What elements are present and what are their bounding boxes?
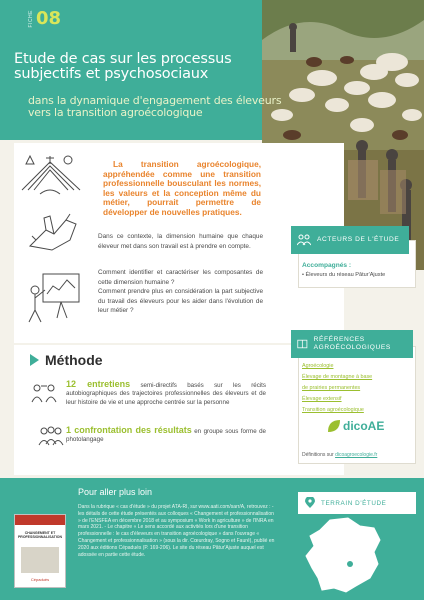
- dicoae-logo-text: dicoAE: [343, 419, 385, 433]
- terrain-tag: [298, 492, 416, 514]
- pour-aller-plus-loin-text: Dans la rubrique « cas d'étude » du projet ATA-RI, sur www.aati.com/sarr/A, retrouvez : - les détails de cette étude présentés aux colloques « Changement et professionnalisation » de l'ENSFEA en décembre 2018 et au symposium « Work in agriculture » de l'INRA en mars 2021. - Le chapitre « Le sens accordé aux activités lors d'une transition professionnelle : le cas d'éleveurs en transition agroécologique » dans l'ouvrage « Changement et professionnalisation » (sous la dir. Cœurdray, Sogno et Fauré), publié en 2020 aux éditions Cépaduès (P. 169-206). Le site du réseau Pâtur'Ajuste auquel est adossée en partie cette étude.: [78, 504, 275, 558]
- acteurs-tag: [291, 226, 409, 254]
- fiche-number-badge: [28, 8, 61, 29]
- methode-title: Méthode: [45, 352, 103, 368]
- page-title: Etude de cas sur les processus subjectifs et psychosociaux: [14, 51, 232, 82]
- book-icon: [297, 337, 308, 351]
- reference-link-elevage-extensif[interactable]: Élevage extensif: [302, 396, 342, 402]
- landscape-sketch-icon: [20, 150, 82, 198]
- fiche-number: 08: [36, 8, 62, 29]
- page-subtitle: dans la dynamique d'engagement des éleveurs vers la transition agroécologique: [28, 94, 282, 119]
- accompagnes-item: • Éleveurs du réseau Pâtur'Ajuste: [302, 272, 386, 278]
- reference-link-prairies[interactable]: de prairies permanentes: [302, 385, 361, 391]
- definitions-line: [302, 452, 377, 458]
- reference-link-elevage-montagne[interactable]: Élevage de montagne à base: [302, 374, 373, 380]
- france-map-icon: [300, 516, 390, 596]
- intro-paragraph-1: Dans ce contexte, la dimension humaine que chaque éleveur met dans son travail est à prendre en compte.: [98, 233, 263, 250]
- hand-sketch-icon: [24, 210, 86, 254]
- definitions-prefix: Définitions sur: [302, 452, 336, 458]
- book-cover-brand: Cépaduès: [30, 577, 50, 582]
- reference-link-transition[interactable]: Transition agroécologique: [302, 407, 364, 413]
- methode-item-2-text: en groupe sous forme de photolangage: [66, 428, 266, 444]
- intro-paragraph-2: Comment identifier et caractériser les composantes de cette dimension humaine ?: [98, 269, 263, 286]
- leaf-icon: [326, 418, 342, 434]
- fiche-label: FICHE: [28, 9, 34, 28]
- presentation-board-sketch-icon: [24, 268, 86, 328]
- interview-icon: [30, 382, 58, 404]
- intro-lead-text: La transition agroécologique, appréhendée comme une transition professionnelle bousculant les normes, les valeurs et la conception même du métier, pourrait permettre de développer de nouvelles pratiques.: [103, 159, 261, 217]
- book-cover-band: [15, 515, 65, 525]
- definitions-link[interactable]: dicoagroecologie.fr: [335, 452, 378, 458]
- methode-item-confrontation: [66, 426, 266, 445]
- methode-item-1-count: 12 entretiens: [66, 379, 131, 389]
- terrain-tag-text: TERRAIN D'ÉTUDE: [321, 499, 387, 507]
- accompagnes-label: Accompagnés :: [302, 262, 352, 269]
- dicoae-logo: [326, 418, 384, 434]
- references-list: [302, 361, 412, 416]
- book-cover-title: CHANGEMENT ET PROFESSIONNALISATION: [17, 531, 63, 539]
- accompagnes-item-text: Éleveurs du réseau Pâtur'Ajuste: [305, 272, 386, 278]
- book-cover-image: [21, 547, 59, 573]
- references-tag: [291, 330, 413, 358]
- intro-paragraph-3: Comment prendre plus en considération la part subjective du travail des éleveurs pour les aider dans l'évolution de leur métier ?: [98, 288, 263, 315]
- book-cover: [14, 514, 66, 588]
- location-pin-icon: [304, 497, 316, 509]
- references-tag-text: RÉFÉRENCES AGROÉCOLOGIQUES: [313, 336, 391, 351]
- methode-item-1-text: semi-directifs basés sur les récits autobiographiques des trajectoires professionnelles des éleveurs et de leur histoire de vie et une approche centrée sur la personne: [66, 382, 266, 406]
- methode-item-2-count: 1 confrontation des résultats: [66, 425, 192, 435]
- methode-heading: [30, 352, 103, 368]
- group-icon: [38, 426, 64, 446]
- arrow-icon: [30, 354, 39, 366]
- people-icon: [297, 234, 311, 246]
- reference-link-agroecologie[interactable]: Agroécologie: [302, 363, 334, 369]
- location-marker: [347, 561, 353, 567]
- acteurs-tag-text: ACTEURS DE L'ÉTUDE: [317, 236, 400, 243]
- pour-aller-plus-loin-title: Pour aller plus loin: [78, 487, 153, 497]
- methode-item-entretiens: [66, 380, 266, 407]
